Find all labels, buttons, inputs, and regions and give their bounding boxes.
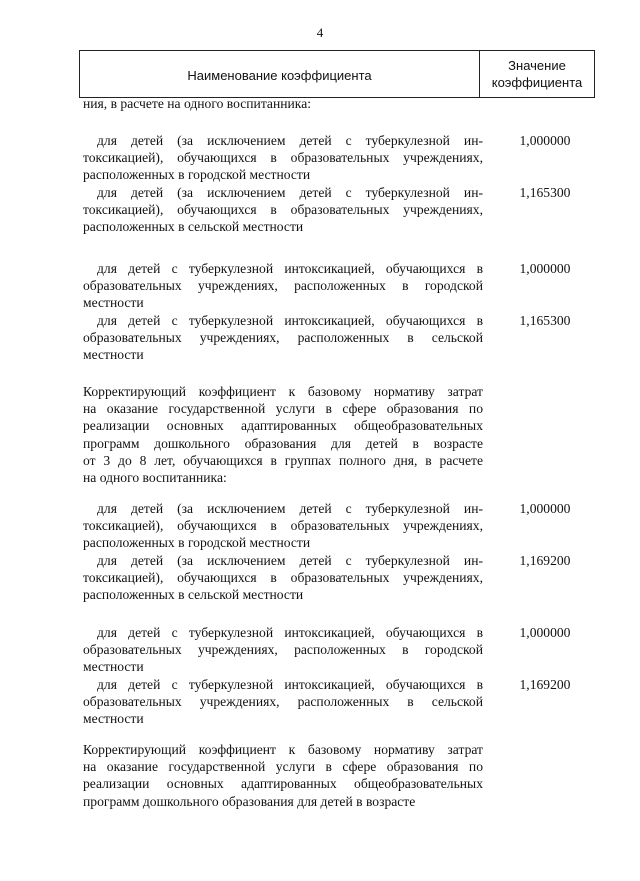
row-text-line: Корректирующий коэффициент к базовому нормативу затрат xyxy=(83,742,483,757)
row-text-line: на одного воспитанника: xyxy=(83,470,227,486)
row-text-line: на оказание государственной услуги в сфере образования по xyxy=(83,401,483,417)
row-text-line: расположенных в городской местности xyxy=(83,535,311,551)
row-text-line: местности xyxy=(83,711,144,727)
coefficient-row-text xyxy=(83,500,483,552)
row-text-line: ния, в расчете на одного воспитанника: xyxy=(83,96,312,111)
row-text-line: для детей с туберкулезной интоксикацией, обучающихся в xyxy=(97,313,483,328)
row-text-line: для детей (за исключением детей с туберкулезной ин- xyxy=(97,133,483,148)
coefficient-row-text xyxy=(83,676,483,728)
coefficient-value: 1,165300 xyxy=(519,185,571,200)
row-text-line: от 3 до 8 лет, обучающихся в группах полного дня, в расчете xyxy=(83,452,483,468)
row-text-line: местности xyxy=(83,295,144,311)
coefficient-row-text xyxy=(83,741,483,810)
coefficient-row-text xyxy=(83,552,483,604)
row-text-line: образовательных учреждениях, расположенных в сельской xyxy=(83,330,483,346)
coefficient-value: 1,165300 xyxy=(519,313,571,328)
row-text-line: местности xyxy=(83,347,144,363)
row-text-line: программ дошкольного образования для детей в возрасте xyxy=(83,793,416,809)
coefficient-value: 1,000000 xyxy=(519,133,571,148)
row-text-line: образовательных учреждениях, расположенных в городской xyxy=(83,278,483,294)
header-value-label-line-2: коэффициента xyxy=(491,75,583,90)
coefficient-row-text xyxy=(83,624,483,676)
row-text-line: токсикацией), обучающихся в образовательных учреждениях, xyxy=(83,150,483,166)
row-text-line: реализации основных адаптированных общеобразовательных xyxy=(83,776,483,792)
row-text-line: расположенных в сельской местности xyxy=(83,219,304,235)
coefficient-row-text xyxy=(83,184,483,236)
row-text-line: токсикацией), обучающихся в образовательных учреждениях, xyxy=(83,518,483,534)
row-text-line: на оказание государственной услуги в сфере образования по xyxy=(83,759,483,775)
coefficient-row-text xyxy=(83,260,483,312)
coefficient-value: 1,169200 xyxy=(519,553,571,568)
row-text-line: токсикацией), обучающихся в образовательных учреждениях, xyxy=(83,570,483,586)
row-text-line: расположенных в сельской местности xyxy=(83,587,304,603)
row-text-line: для детей (за исключением детей с туберкулезной ин- xyxy=(97,501,483,516)
coefficient-table-header xyxy=(79,50,595,98)
row-text-line: Корректирующий коэффициент к базовому нормативу затрат xyxy=(83,384,483,399)
row-text-line: токсикацией), обучающихся в образовательных учреждениях, xyxy=(83,202,483,218)
row-text-line: для детей (за исключением детей с туберкулезной ин- xyxy=(97,185,483,200)
coefficient-row-text xyxy=(83,132,483,184)
row-text-line: реализации основных адаптированных общеобразовательных xyxy=(83,418,483,434)
row-text-line: для детей с туберкулезной интоксикацией, обучающихся в xyxy=(97,625,483,640)
coefficient-value: 1,000000 xyxy=(519,625,571,640)
row-text-line: программ дошкольного образования для детей в возрасте xyxy=(83,435,483,451)
header-value-label-line-1: Значение xyxy=(508,58,566,73)
row-text-line: для детей с туберкулезной интоксикацией, обучающихся в xyxy=(97,677,483,692)
row-text-line: местности xyxy=(83,659,144,675)
row-text-line: для детей (за исключением детей с туберкулезной ин- xyxy=(97,553,483,568)
header-coefficient-value xyxy=(480,51,594,97)
coefficient-row-text xyxy=(83,312,483,364)
row-text-line: расположенных в городской местности xyxy=(83,167,311,183)
row-text-line: для детей с туберкулезной интоксикацией, обучающихся в xyxy=(97,261,483,276)
coefficient-value: 1,169200 xyxy=(519,677,571,692)
header-coefficient-name: Наименование коэффициента xyxy=(80,51,480,97)
coefficient-row-text xyxy=(83,383,483,486)
row-text-line: образовательных учреждениях, расположенных в сельской xyxy=(83,694,483,710)
row-text-line: образовательных учреждениях, расположенных в городской xyxy=(83,642,483,658)
coefficient-value: 1,000000 xyxy=(519,501,571,516)
coefficient-value: 1,000000 xyxy=(519,261,571,276)
coefficient-row-text xyxy=(83,95,483,112)
page-number: 4 xyxy=(316,25,324,40)
